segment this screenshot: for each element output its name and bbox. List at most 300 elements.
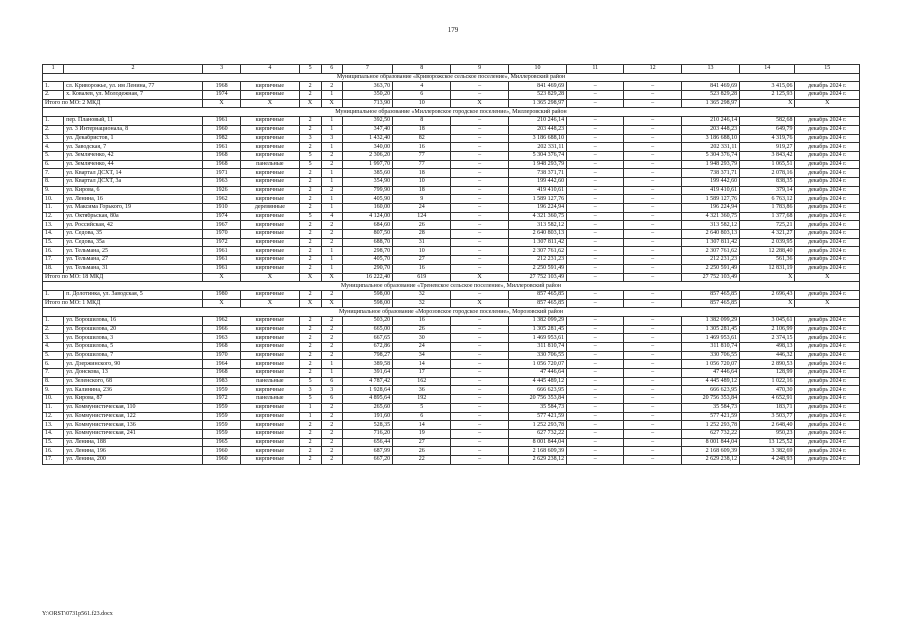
table-cell: 2 374,15 [740,334,795,343]
table-cell: 77 [393,160,451,169]
table-cell: 1 469 953,61 [681,334,739,343]
table-cell: 1 [321,360,342,369]
table-cell: – [624,134,681,143]
table-cell: – [451,377,508,386]
table-cell: 3 843,42 [740,151,795,160]
table-cell: – [624,230,681,239]
table-cell: 340,00 [342,143,392,152]
table-cell: 26 [393,325,451,334]
table-row [43,264,860,273]
table-cell: 47 446,64 [681,369,739,378]
table-row [43,186,860,195]
table-cell: 1 305 281,45 [681,325,739,334]
table-cell: 2 [299,143,321,152]
table-cell: 2 [299,169,321,178]
table-cell: 1926 [202,186,240,195]
table-cell: 3 [321,134,342,143]
table-cell: кирпичные [241,247,299,256]
table-cell: – [567,290,624,299]
table-cell: ул. 3 Интернационала, 8 [64,125,203,134]
column-number-cell: 2 [64,65,203,74]
table-cell: – [624,343,681,352]
table-cell: 4 [393,82,451,91]
table-cell: 6 [393,412,451,421]
table-cell: 202 331,11 [508,143,566,152]
table-cell: 1959 [202,429,240,438]
total-cell: X [321,299,342,308]
table-row [43,117,860,126]
table-cell: 2 [321,82,342,91]
table-cell: кирпичные [241,343,299,352]
table-cell: ул. Донскова, 13 [64,369,203,378]
table-cell: 2 306,20 [342,151,392,160]
column-number-cell: 1 [43,65,64,74]
table-cell: 2 [321,438,342,447]
table-cell: – [451,134,508,143]
table-cell: 2 250 591,49 [681,264,739,273]
table-cell: 1 [321,195,342,204]
table-cell: 330 706,55 [681,351,739,360]
table-cell: 1 469 953,61 [508,334,566,343]
table-cell: декабрь 2024 г. [795,438,860,447]
table-cell: 354,90 [342,177,392,186]
table-cell: 313 582,12 [681,221,739,230]
table-cell: декабрь 2024 г. [795,325,860,334]
table-cell: декабрь 2024 г. [795,143,860,152]
table-cell: 199 442,60 [508,177,566,186]
table-cell: 1 928,64 [342,386,392,395]
table-cell: 4 445 489,12 [681,377,739,386]
table-cell: 1 [321,143,342,152]
table-cell: 1972 [202,395,240,404]
table-cell: 3 [321,386,342,395]
table-cell: – [451,212,508,221]
total-cell: – [624,99,681,108]
table-cell: – [567,160,624,169]
table-cell: 2 250 591,49 [508,264,566,273]
table-cell: 15. [43,438,64,447]
table-cell: кирпичные [241,169,299,178]
table-cell: 1. [43,290,64,299]
table-cell: 1 [299,403,321,412]
table-cell: декабрь 2024 г. [795,403,860,412]
table-cell: ул. Калинина, 236 [64,386,203,395]
total-label: Итого по МО: 2 МКД [43,99,203,108]
table-cell: – [567,221,624,230]
total-cell: X [241,299,299,308]
table-cell: 799,90 [342,186,392,195]
table-cell: кирпичные [241,117,299,126]
table-cell: 841 469,69 [508,82,566,91]
table-cell: 2 [299,204,321,213]
table-row [43,256,860,265]
table-cell: декабрь 2024 г. [795,334,860,343]
table-cell: деревянные [241,204,299,213]
table-cell: декабрь 2024 г. [795,160,860,169]
table-cell: сл. Криворожье, ул. им Ленина, 77 [64,82,203,91]
table-cell: 210 246,14 [681,117,739,126]
table-cell: кирпичные [241,238,299,247]
table-cell: – [567,455,624,464]
table-cell: декабрь 2024 г. [795,290,860,299]
table-cell: 34 [393,351,451,360]
table-row [43,343,860,352]
table-cell: 2 [299,238,321,247]
table-cell: – [451,247,508,256]
table-row [43,212,860,221]
table-cell: 1 [321,247,342,256]
table-cell: – [624,403,681,412]
table-cell: ул. Зеленского, 68 [64,377,203,386]
table-cell: кирпичные [241,221,299,230]
table-cell: 6 763,12 [740,195,795,204]
table-cell: кирпичные [241,212,299,221]
table-cell: 1 783,86 [740,204,795,213]
table-cell: 2 [299,447,321,456]
table-cell: – [624,117,681,126]
table-cell: – [451,369,508,378]
table-cell: 17. [43,455,64,464]
table-cell: 3. [43,334,64,343]
table-cell: – [451,403,508,412]
table-cell: – [567,247,624,256]
table-cell: – [567,238,624,247]
table-cell: 330 706,55 [508,351,566,360]
column-number-cell: 13 [681,65,739,74]
table-cell: 14 [393,421,451,430]
table-cell: 2 890,53 [740,360,795,369]
total-cell: X [795,273,860,282]
table-cell: 5 [299,160,321,169]
table-cell: 2 [321,412,342,421]
table-cell: 35 584,73 [681,403,739,412]
table-cell: 128,99 [740,369,795,378]
table-cell: 405,90 [342,195,392,204]
table-cell: 2 [299,177,321,186]
table-cell: 649,79 [740,125,795,134]
table-cell: декабрь 2024 г. [795,221,860,230]
table-cell: – [451,204,508,213]
table-cell: 1974 [202,212,240,221]
table-cell: – [624,429,681,438]
table-cell: 1983 [202,377,240,386]
table-row [43,403,860,412]
table-cell: 419 410,61 [508,186,566,195]
table-cell: кирпичные [241,360,299,369]
table-cell: 5 [299,395,321,404]
table-cell: 14. [43,429,64,438]
table-cell: – [624,325,681,334]
table-cell: кирпичные [241,186,299,195]
table-cell: ул. Дзержинского, 90 [64,360,203,369]
table-cell: 311 810,74 [681,343,739,352]
column-number-cell: 11 [567,65,624,74]
table-cell: – [567,403,624,412]
table-cell: 1961 [202,247,240,256]
table-cell: ул. Ленина, 196 [64,447,203,456]
table-cell: 1968 [202,151,240,160]
table-cell: 2 [321,447,342,456]
table-row [43,177,860,186]
table-cell: ул. Квартал ДСХТ, 14 [64,169,203,178]
table-cell: 1 [321,117,342,126]
table-cell: 1960 [202,455,240,464]
table-cell: – [451,230,508,239]
table-cell: 1 589 127,76 [508,195,566,204]
total-cell: 857 465,85 [681,299,739,308]
table-cell: – [624,186,681,195]
table-cell: ул. Тельмана, 31 [64,264,203,273]
table-cell: 6 [393,91,451,100]
table-cell: 385,60 [342,169,392,178]
table-cell: – [624,177,681,186]
table-cell: 1 252 293,78 [508,421,566,430]
table-row [43,412,860,421]
table-cell: 2 [299,186,321,195]
table-cell: ул. Ленина, 188 [64,438,203,447]
table-cell: ул. Седова, 35 [64,230,203,239]
total-row [43,99,860,108]
table-cell: 10 [393,177,451,186]
total-label: Итого по МО: 1 МКД [43,299,203,308]
table-cell: кирпичные [241,447,299,456]
table-cell: 47 446,64 [508,369,566,378]
table-cell: 2 [321,221,342,230]
table-cell: 1 948 293,79 [681,160,739,169]
table-cell: – [624,169,681,178]
section-title: Муниципальное образование «Криворожское сельское поселение», Миллеровский район [43,73,860,82]
table-cell: 2 [321,160,342,169]
table-cell: 1966 [202,325,240,334]
table-cell: – [451,160,508,169]
table-cell: – [567,230,624,239]
table-cell: 350,20 [342,91,392,100]
table-cell: 666 623,95 [508,386,566,395]
table-cell: 2 [299,360,321,369]
table-cell: – [451,334,508,343]
total-label: Итого по МО: 18 МКД [43,273,203,282]
table-cell: декабрь 2024 г. [795,429,860,438]
table-cell: 4 895,64 [342,395,392,404]
total-cell: X [740,299,795,308]
table-cell: 1 022,16 [740,377,795,386]
table-cell: ул. Кирова, 6 [64,186,203,195]
table-row [43,377,860,386]
table-cell: декабрь 2024 г. [795,421,860,430]
table-cell: ул. Седова, 35а [64,238,203,247]
table-cell: – [567,360,624,369]
table-cell: – [451,395,508,404]
table-cell: 8 001 844,04 [508,438,566,447]
table-cell: – [624,212,681,221]
table-cell: 196 224,94 [508,204,566,213]
table-cell: 2 [321,351,342,360]
section-title: Муниципальное образование «Треневское сельское поселение», Миллеровский район [43,282,860,291]
table-cell: 16 [393,316,451,325]
table-cell: 18 [393,186,451,195]
table-cell: – [567,438,624,447]
table-cell: 1 382 099,29 [508,316,566,325]
table-row [43,369,860,378]
table-cell: 1 [321,204,342,213]
table-cell: 27 [393,438,451,447]
table-cell: 1 056 720,07 [508,360,566,369]
table-cell: 1 307 811,42 [508,238,566,247]
table-cell: 687,99 [342,447,392,456]
table-cell: ул. Кирова, 87 [64,395,203,404]
table-cell: ул. Тельмана, 27 [64,256,203,265]
table-cell: 298,70 [342,247,392,256]
table-cell: ул. Квартал ДСХТ, 3а [64,177,203,186]
table-cell: 5 [299,151,321,160]
table-cell: 1 [321,177,342,186]
table-cell: 2 168 609,39 [508,447,566,456]
table-cell: 798,27 [342,351,392,360]
table-cell: 22 [393,455,451,464]
table-cell: 2 648,40 [740,421,795,430]
total-cell: X [299,299,321,308]
table-cell: – [567,386,624,395]
table-cell: 3 415,06 [740,82,795,91]
table-cell: 4 [321,212,342,221]
table-cell: – [451,351,508,360]
table-cell: декабрь 2024 г. [795,134,860,143]
table-cell: 4 321,27 [740,230,795,239]
table-cell: ул. Заводская, 7 [64,143,203,152]
table-cell: 1. [43,316,64,325]
table-row [43,351,860,360]
table-cell: – [624,160,681,169]
table-cell: 19 [393,429,451,438]
total-cell: X [321,99,342,108]
table-cell: панельные [241,377,299,386]
table-cell: кирпичные [241,134,299,143]
table-cell: 35 584,73 [508,403,566,412]
table-cell: кирпичные [241,177,299,186]
table-cell: 857 465,85 [508,290,566,299]
table-cell: 2 106,99 [740,325,795,334]
table-row [43,91,860,100]
total-cell: – [567,299,624,308]
table-cell: декабрь 2024 г. [795,177,860,186]
table-cell: декабрь 2024 г. [795,125,860,134]
total-cell: X [241,273,299,282]
table-cell: х. Ковалев, ул. Молодежная, 7 [64,91,203,100]
table-cell: декабрь 2024 г. [795,212,860,221]
table-cell: 857 465,85 [681,290,739,299]
table-cell: 2 [321,429,342,438]
table-cell: – [451,343,508,352]
table-cell: 212 231,23 [508,256,566,265]
table-cell: кирпичные [241,230,299,239]
table-cell: декабрь 2024 г. [795,169,860,178]
table-cell: 2 [321,290,342,299]
table-cell: – [451,151,508,160]
table-cell: декабрь 2024 г. [795,247,860,256]
table-cell: 2 696,43 [740,290,795,299]
table-cell: – [624,221,681,230]
table-cell: 1961 [202,256,240,265]
table-cell: 11. [43,204,64,213]
table-cell: 311 810,74 [508,343,566,352]
table-cell: 2 [299,230,321,239]
table-cell: – [624,369,681,378]
table-cell: – [451,455,508,464]
table-cell: – [624,195,681,204]
table-row [43,204,860,213]
table-cell: 1 305 281,45 [508,325,566,334]
table-cell: 528,35 [342,421,392,430]
table-cell: 4. [43,143,64,152]
table-cell: – [624,82,681,91]
table-cell: 4 652,91 [740,395,795,404]
table-cell: 203 448,23 [681,125,739,134]
table-cell: п. Долотинка, ул. Заводская, 5 [64,290,203,299]
table-cell: декабрь 2024 г. [795,117,860,126]
total-row [43,299,860,308]
table-cell: – [624,447,681,456]
table-cell: 3 045,61 [740,316,795,325]
total-cell: X [451,99,508,108]
table-row [43,421,860,430]
table-cell: пер. Плановый, 11 [64,117,203,126]
section-title: Муниципальное образование «Морозовское городское поселение», Морозовский район [43,308,860,317]
table-cell: 10. [43,395,64,404]
table-cell: 2 [321,316,342,325]
total-cell: 1 365 298,97 [508,99,566,108]
table-cell: ул. Октябрьская, 80а [64,212,203,221]
table-cell: 16. [43,247,64,256]
table-cell: декабрь 2024 г. [795,195,860,204]
table-cell: 3 186 688,10 [508,134,566,143]
table-cell: 26 [393,221,451,230]
table-cell: декабрь 2024 г. [795,395,860,404]
table-cell: 2 [299,125,321,134]
table-cell: 2 640 803,13 [508,230,566,239]
table-cell: кирпичные [241,386,299,395]
table-cell: – [567,334,624,343]
table-cell: 2. [43,125,64,134]
table-cell: ул. Максима Горького, 19 [64,204,203,213]
total-cell: 713,90 [342,99,392,108]
table-cell: 716,20 [342,429,392,438]
table-cell: 24 [393,204,451,213]
table-cell: кирпичные [241,125,299,134]
table-cell: 666 623,95 [681,386,739,395]
table-cell: 1 056 720,07 [681,360,739,369]
table-row [43,455,860,464]
table-cell: 5 304 376,74 [681,151,739,160]
column-number-cell: 9 [451,65,508,74]
table-cell: 1972 [202,238,240,247]
table-cell: – [451,125,508,134]
total-cell: 16 222,40 [342,273,392,282]
table-cell: 16 [393,264,451,273]
table-cell: – [624,377,681,386]
table-row [43,247,860,256]
table-cell: 77 [393,151,451,160]
table-cell: 82 [393,134,451,143]
table-cell: ул. Ворошилова, 7 [64,351,203,360]
table-cell: 2 [299,369,321,378]
table-cell: 313 582,12 [508,221,566,230]
table-cell: 838,35 [740,177,795,186]
total-cell: – [624,299,681,308]
table-row [43,360,860,369]
table-cell: 1959 [202,403,240,412]
table-cell: 265,60 [342,403,392,412]
table-cell: 1 [321,125,342,134]
